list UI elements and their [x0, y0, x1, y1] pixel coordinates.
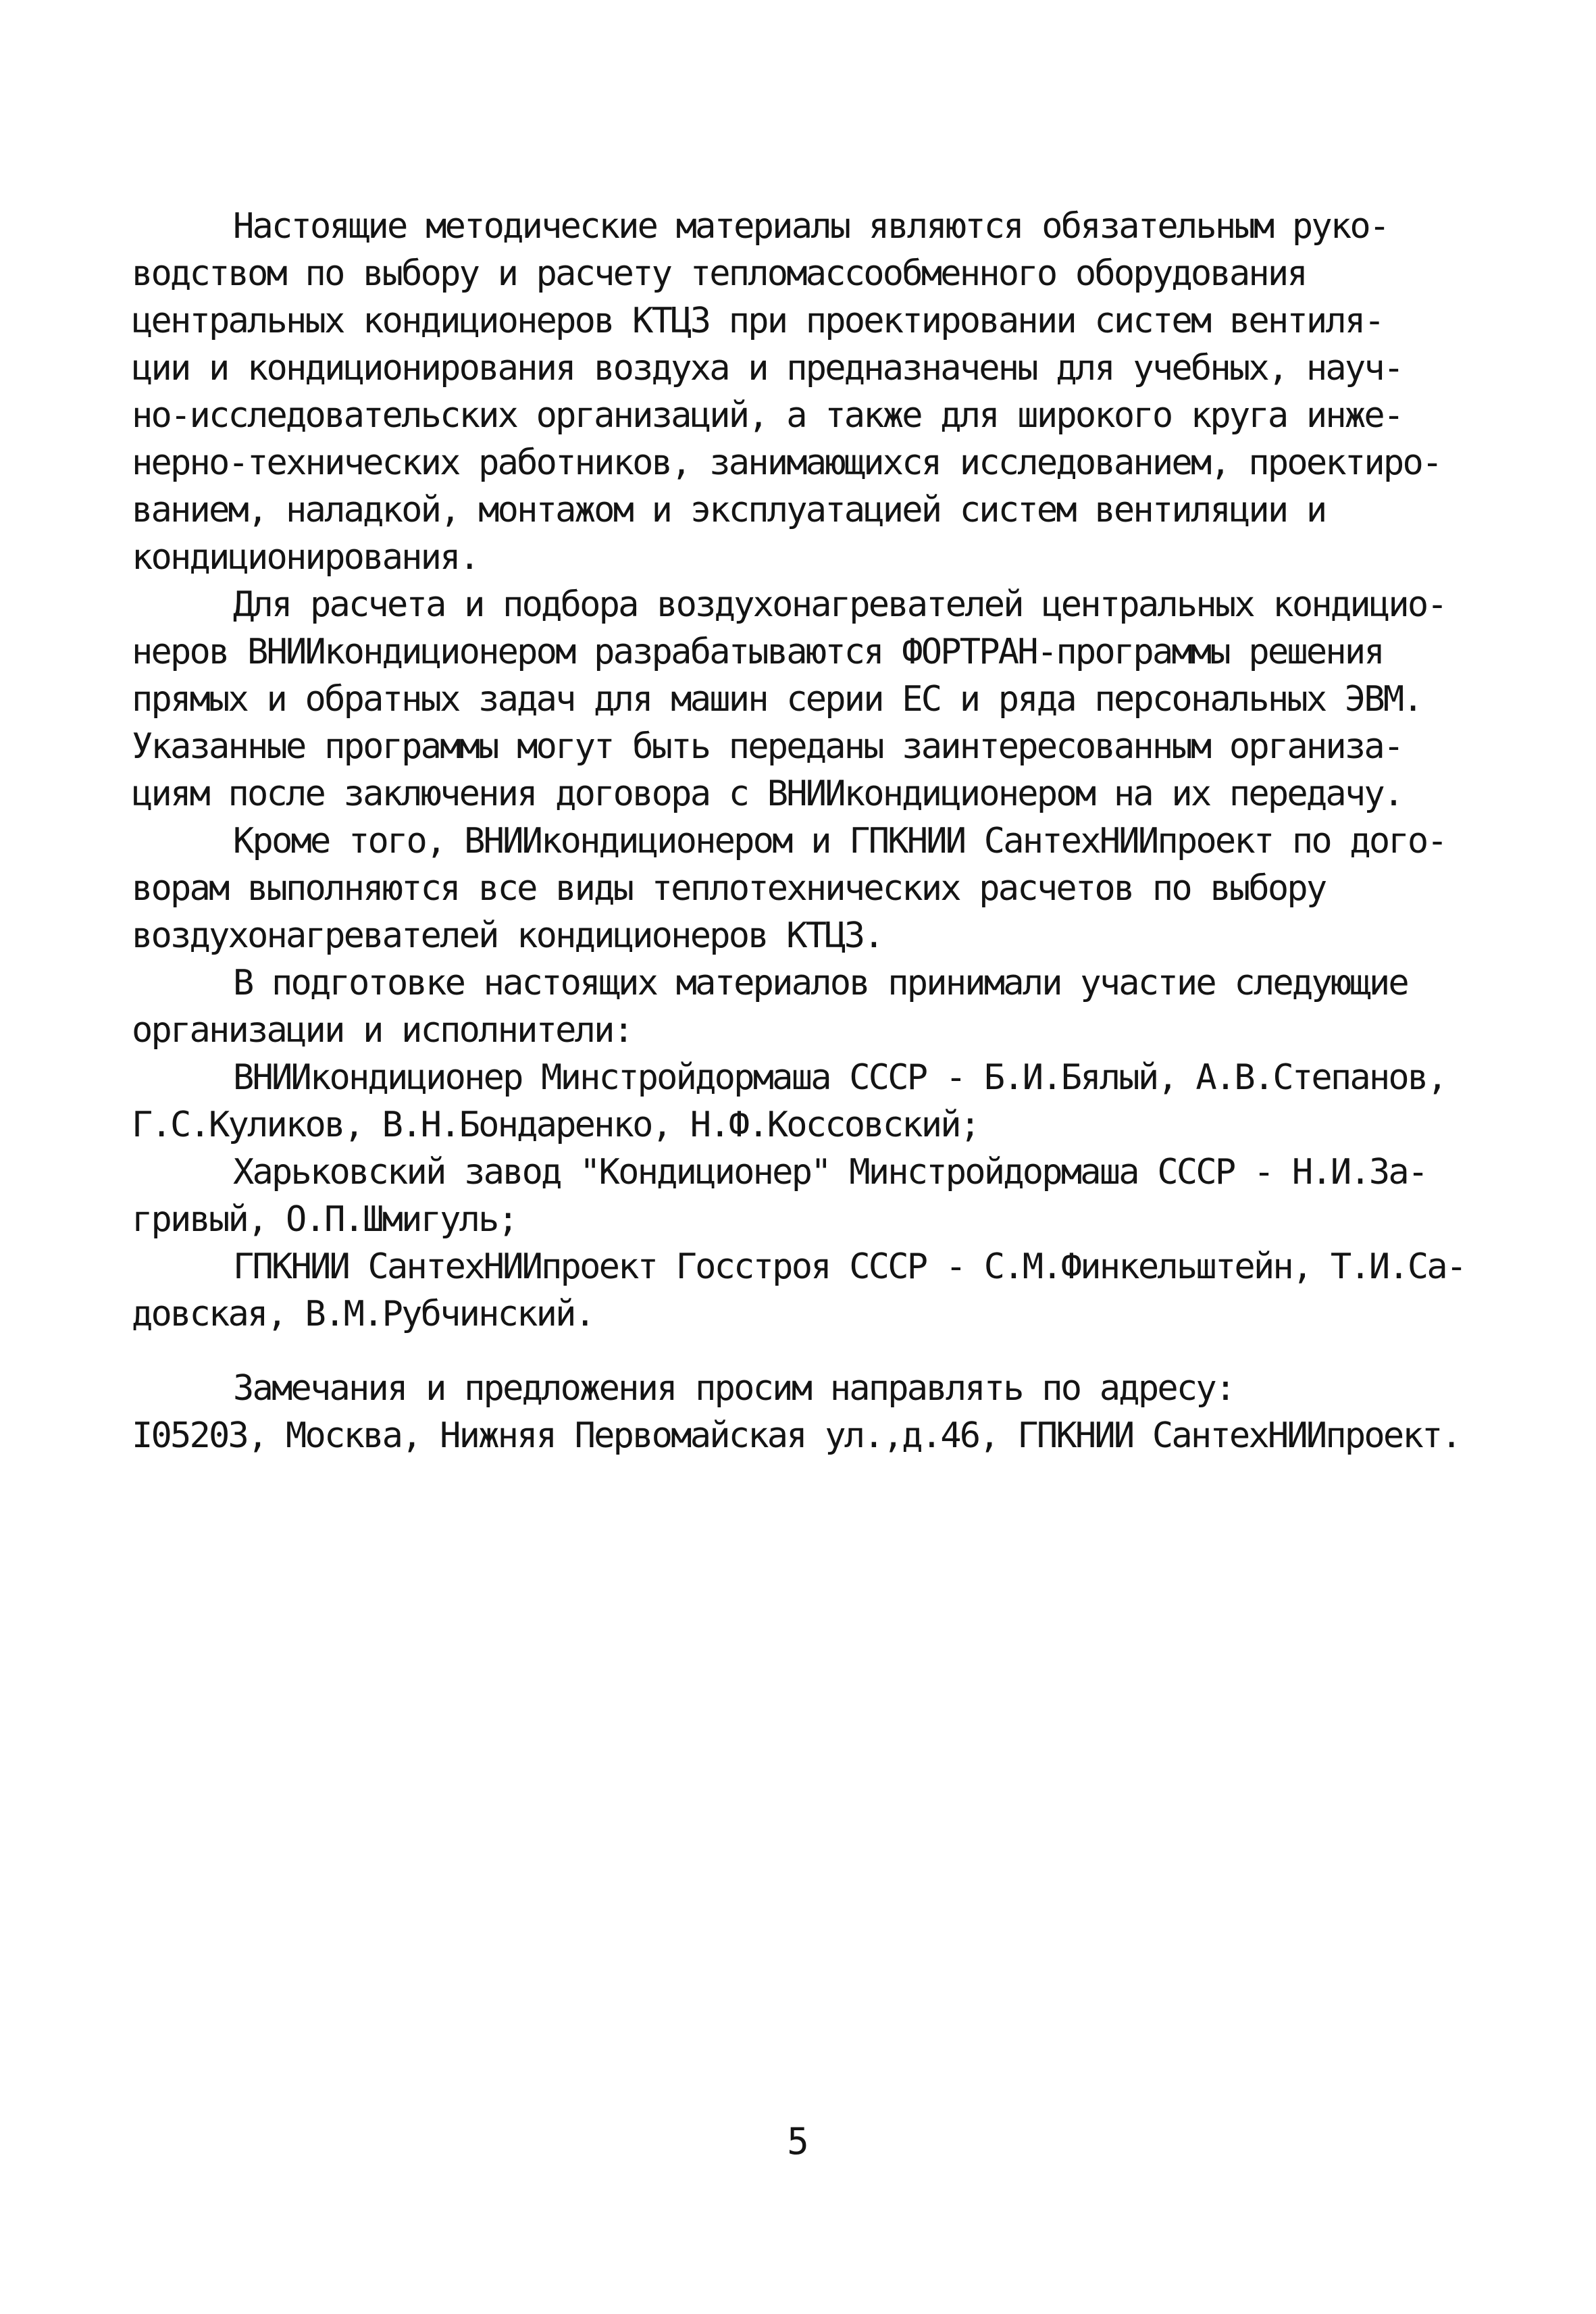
text-line: гривый, О.П.Шмигуль;	[132, 1199, 517, 1240]
text-line: организации и исполнители:	[132, 1010, 633, 1051]
page-number: 5	[787, 2120, 809, 2163]
paragraph-contributors-intro	[132, 959, 1510, 1054]
text-line: воздухонагревателей кондиционеров КТЦЗ.	[132, 915, 883, 956]
text-line: Кроме того, ВНИИкондиционером и ГПКНИИ СантехНИИпроект по дого-	[233, 821, 1446, 861]
text-line: прямых и обратных задач для машин серии ЕС и ряда персональных ЭВМ.	[132, 679, 1422, 720]
text-line: Указанные программы могут быть переданы заинтересованным организа-	[132, 726, 1403, 767]
text-line: Г.С.Куликов, В.Н.Бондаренко, Н.Ф.Коссовский;	[132, 1105, 979, 1145]
address-line: I05203, Москва, Нижняя Первомайская ул.,д.46, ГПКНИИ СантехНИИпроект.	[132, 1415, 1460, 1456]
text-line: центральных кондиционеров КТЦЗ при проектировании систем вентиля-	[132, 301, 1383, 341]
text-line: В подготовке настоящих материалов принимали участие следующие	[233, 963, 1408, 1003]
paragraph-address	[132, 1365, 1510, 1459]
text-line: Харьковский завод "Кондиционер" Минстройдормаша СССР - Н.И.За-	[233, 1152, 1427, 1192]
text-line: нерно-технических работников, занимающихся исследованием, проектиро-	[132, 443, 1441, 483]
body-text	[132, 203, 1510, 1459]
text-line: но-исследовательских организаций, а также для широкого круга инже-	[132, 395, 1403, 436]
text-line: Для расчета и подбора воздухонагревателей центральных кондицио-	[233, 584, 1446, 625]
text-line: довская, В.М.Рубчинский.	[132, 1294, 594, 1334]
text-line: циям после заключения договора с ВНИИкондиционером на их передачу.	[132, 774, 1403, 814]
text-line: ванием, наладкой, монтажом и эксплуатацией систем вентиляции и	[132, 490, 1326, 530]
text-line: Замечания и предложения просим направлять по адресу:	[233, 1368, 1235, 1409]
text-line: Настоящие методические материалы являются обязательным руко-	[233, 206, 1389, 247]
paragraph-contributor-gpknii	[132, 1243, 1510, 1338]
paragraph-spacer	[132, 1338, 1510, 1365]
text-line: водством по выбору и расчету тепломассообменного оборудования	[132, 253, 1306, 294]
paragraph-contributor-vnii	[132, 1054, 1510, 1149]
text-line: кондиционирования.	[132, 537, 479, 578]
text-line: ГПКНИИ СантехНИИпроект Госстроя СССР - С.М.Финкельштейн, Т.И.Са-	[233, 1247, 1466, 1287]
text-line: неров ВНИИкондиционером разрабатываются ФОРТРАН-программы решения	[132, 632, 1383, 672]
paragraph-software	[132, 581, 1510, 818]
text-line: ВНИИкондиционер Минстройдормаша СССР - Б.И.Бялый, А.В.Степанов,	[233, 1057, 1446, 1098]
paragraph-contributor-kharkov	[132, 1149, 1510, 1243]
paragraph-services	[132, 818, 1510, 959]
paragraph-intro	[132, 203, 1510, 581]
text-line: ции и кондиционирования воздуха и предназначены для учебных, науч-	[132, 348, 1403, 388]
text-line: ворам выполняются все виды теплотехнических расчетов по выбору	[132, 868, 1326, 909]
